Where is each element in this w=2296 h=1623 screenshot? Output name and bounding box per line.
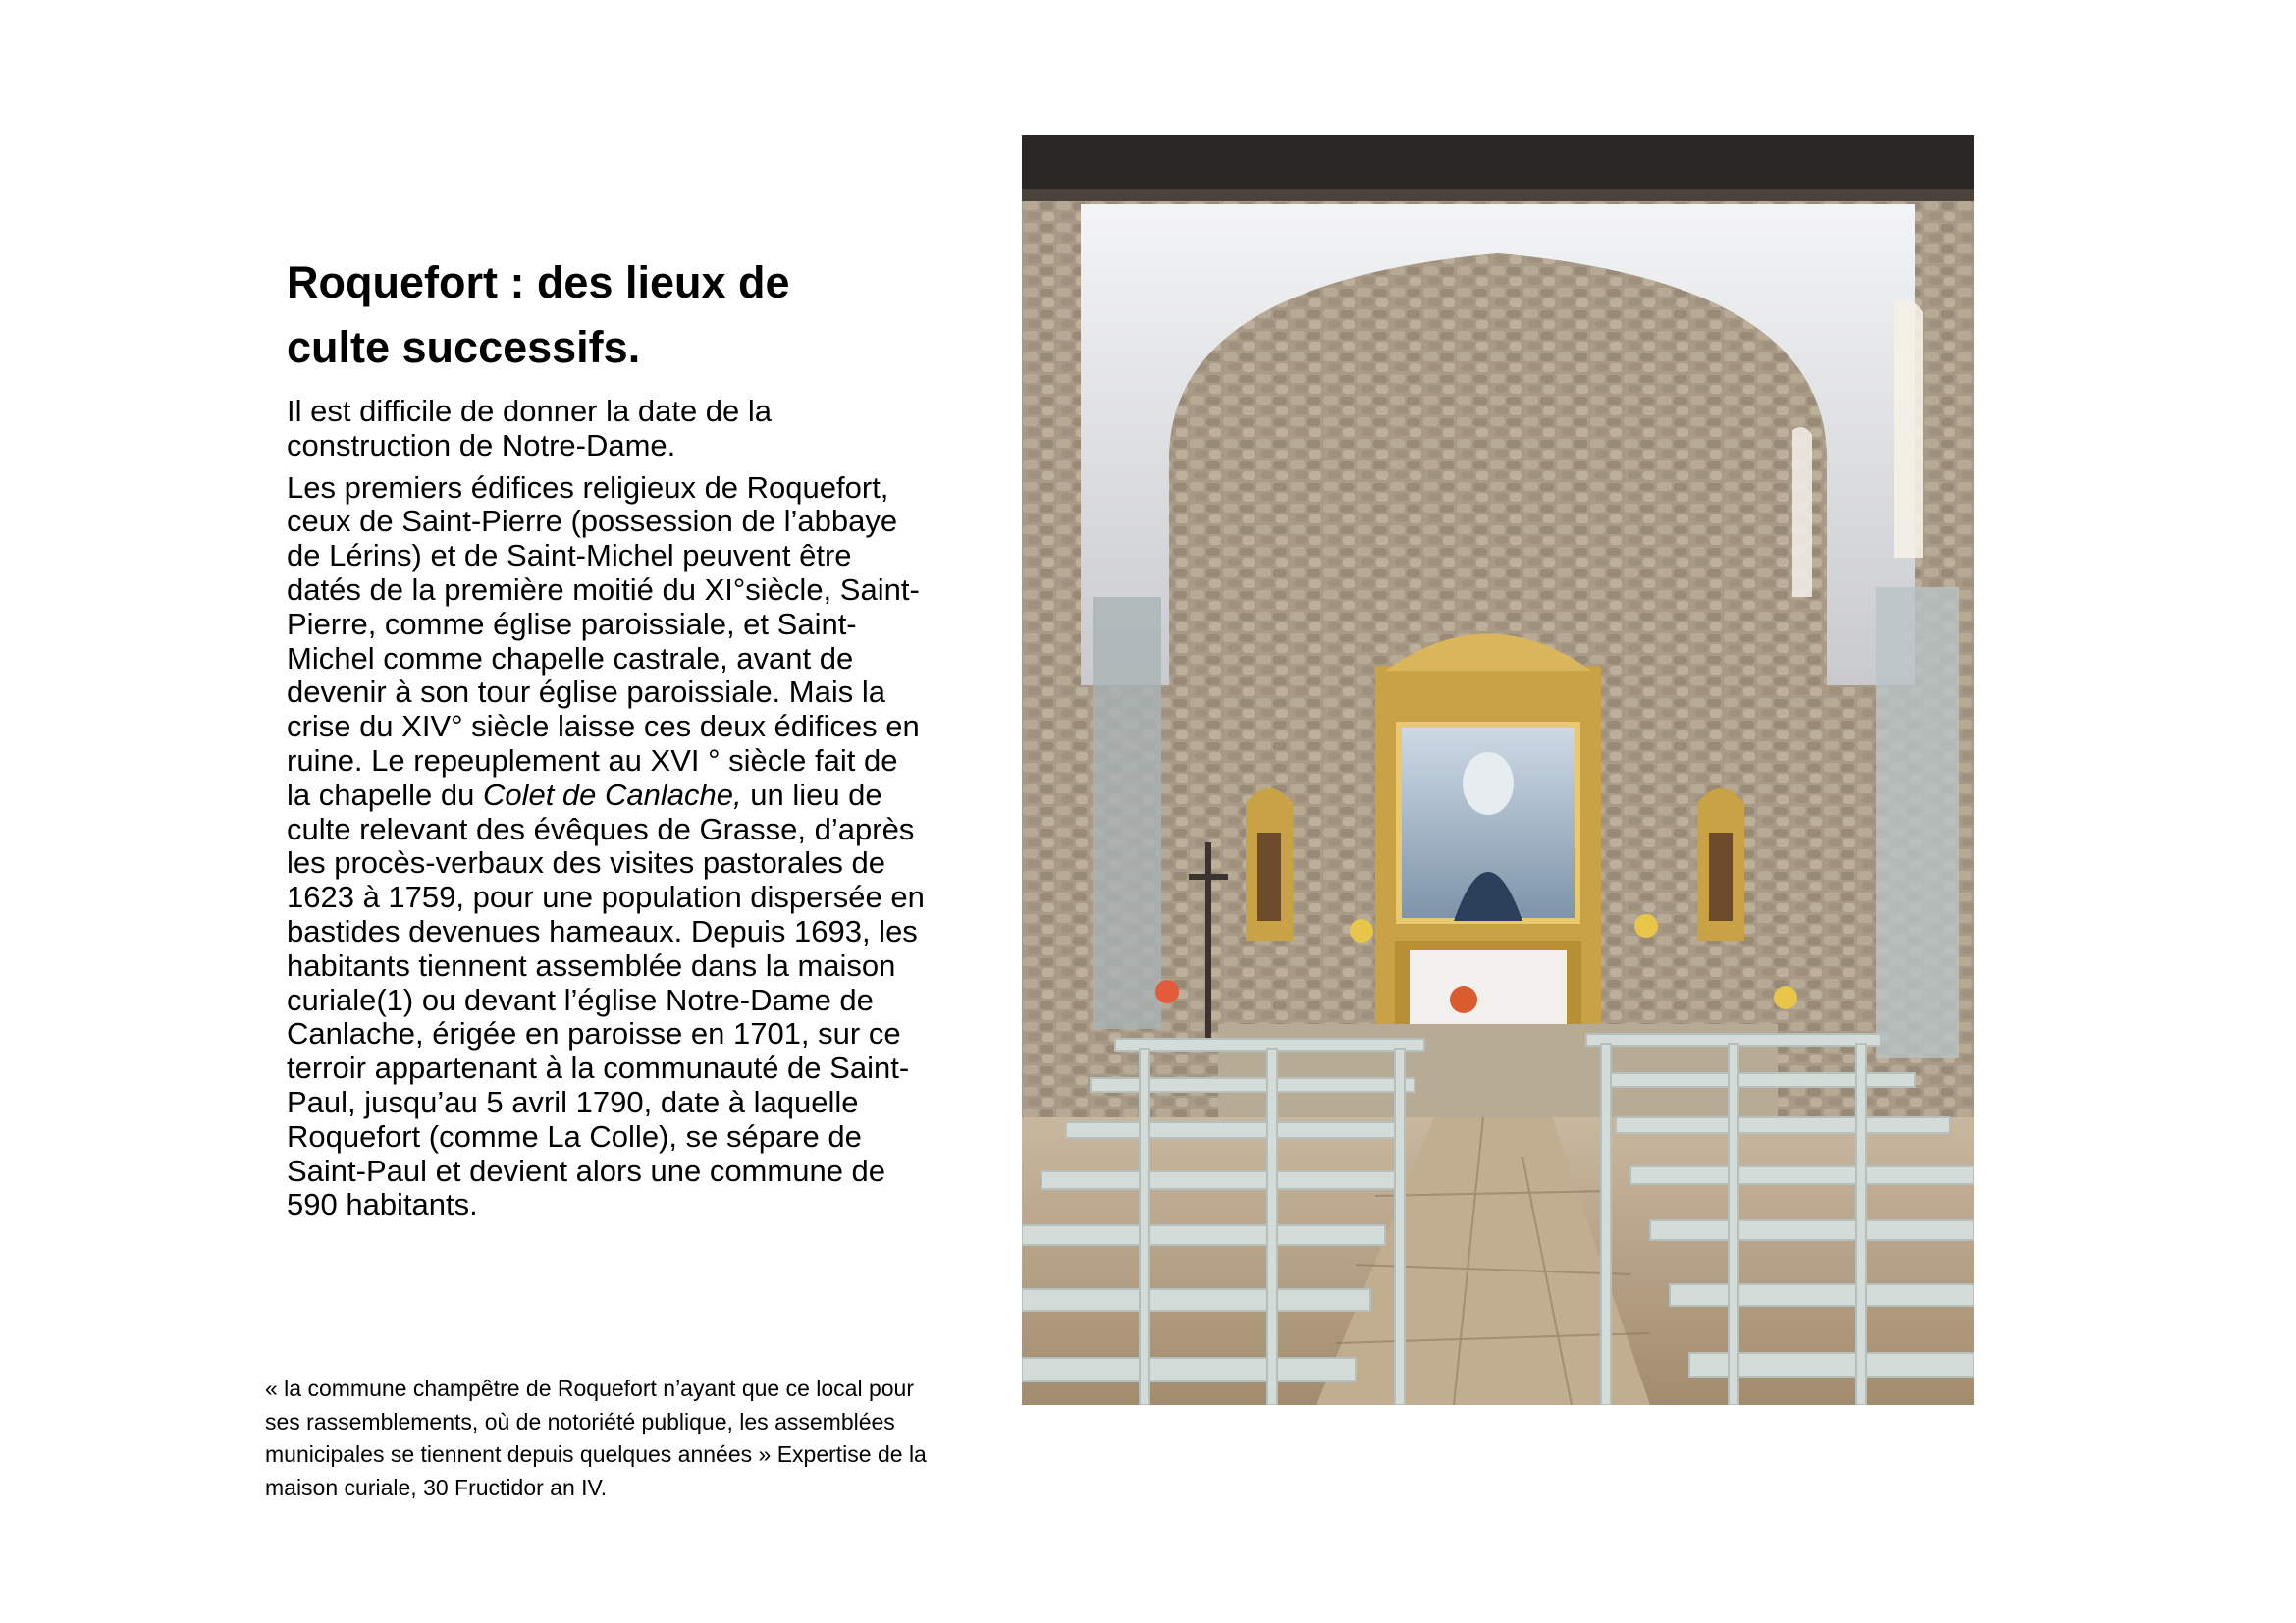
title-line-2: culte successifs. <box>287 322 641 372</box>
history-text-part-2: un lieu de culte relevant des évêques de Grasse, d’après les procès-verbaux des visites pastorales de 1623 à 1759, pour une population dispersée en bastides devenues hameaux. Depuis 1693, les habitants tiennent assemblée dans la maison curiale(1) ou devant l’église Notre-Dame de Canlache, érigée en paroisse en 1701, sur ce terroir appartenant à la communauté de Saint-Paul, jusqu’au 5 avril 1790, date à laquelle Roquefort (comme La Colle), se sépare de Saint-Paul et devient alors une commune de 590 habitants. <box>287 777 925 1222</box>
church-interior-illustration <box>1022 135 1974 1405</box>
intro-paragraph: Il est difficile de donner la date de la construction de Notre-Dame. <box>287 394 773 462</box>
history-text-part-1: Les premiers édifices religieux de Roquefort, ceux de Saint-Pierre (possession de l’abbaye de Lérins) et de Saint-Michel peuvent être datés de la première moitié du XI°siècle, Saint-Pierre, comme église paroissiale, et Saint-Michel comme chapelle castrale, avant de devenir à son tour église paroissiale. Mais la crise du XIV° siècle laisse ces deux édifices en ruine. Le repeuplement au XVI ° siècle fait de la chapelle du <box>287 469 920 812</box>
page-title <box>287 250 954 380</box>
body-text <box>287 395 925 1222</box>
history-italic-place: Colet de Canlache, <box>482 777 742 812</box>
footnote-quote: « la commune champêtre de Roquefort n’ayant que ce local pour ses rassemblements, où de notoriété publique, les assemblées municipales se tiennent depuis quelques années » Expertise de la maison curiale, 30 Fructidor an IV. <box>265 1376 927 1500</box>
history-paragraph <box>287 471 925 1223</box>
church-interior-photo <box>1022 135 1974 1405</box>
title-line-1: Roquefort : des lieux de <box>287 257 790 307</box>
